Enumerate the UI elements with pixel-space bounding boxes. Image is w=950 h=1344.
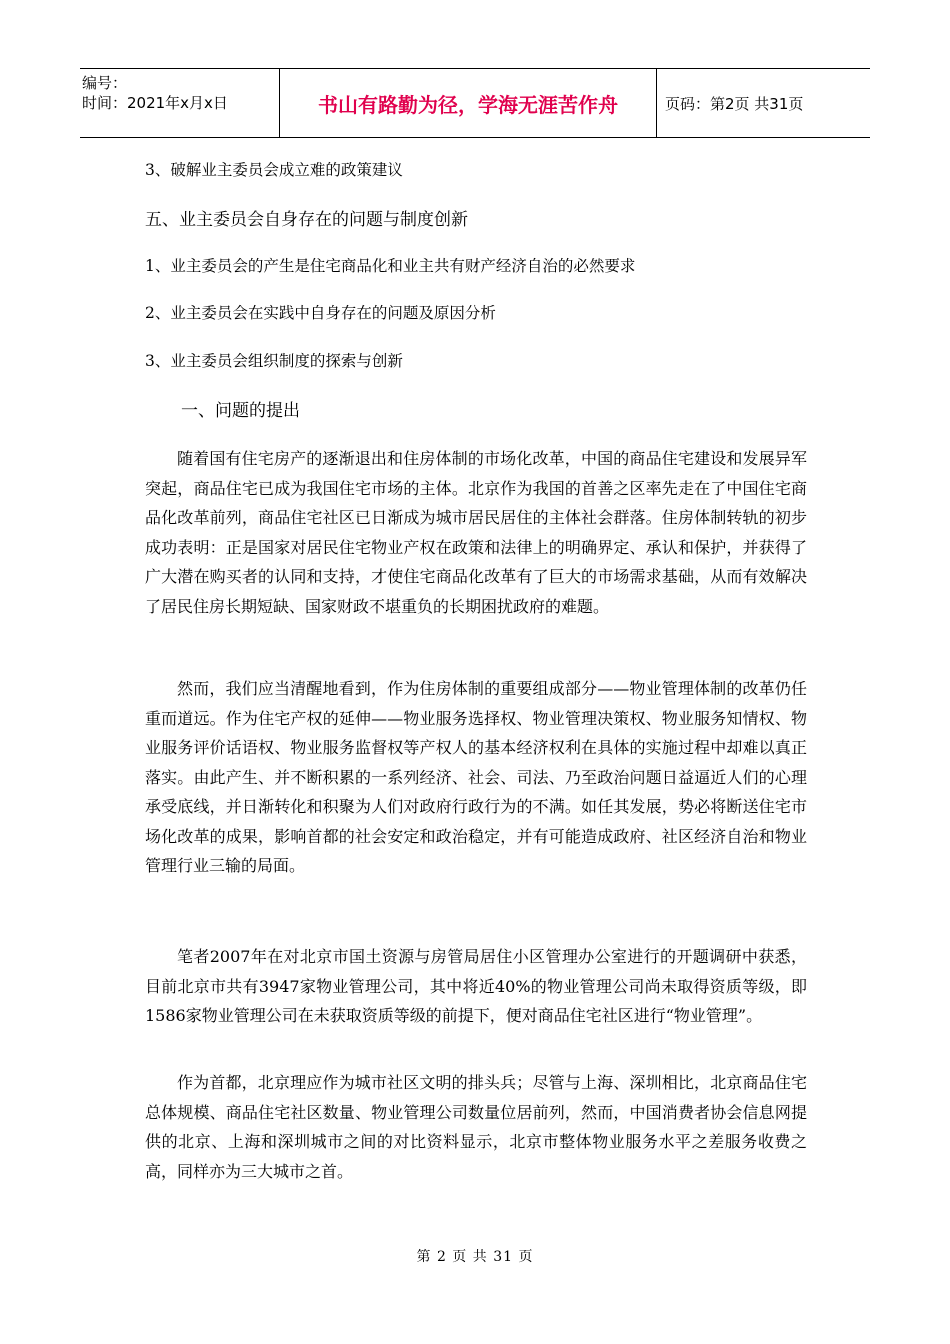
page-indicator: 页码：第2页 共31页 [665,94,804,113]
toc-item: 2、业主委员会在实践中自身存在的问题及原因分析 [145,304,496,322]
toc-item: 3、业主委员会组织制度的探索与创新 [145,352,403,370]
date-label: 时间：2021年x月x日 [82,94,228,112]
paragraph: 作为首都，北京理应作为城市社区文明的排头兵；尽管与上海、深圳相比，北京商品住宅总体规模、商品住宅社区数量、物业管理公司数量位居前列，然而，中国消费者协会信息网提供的北京、上海和深圳城市之间的对比资料显示，北京市整体物业服务水平之差服务收费之高，同样亦为三大城市之首。 [145,1073,807,1181]
number-label: 编号： [82,74,128,92]
toc-item: 1、业主委员会的产生是住宅商品化和业主共有财产经济自治的必然要求 [145,257,636,275]
toc-section-heading: 五、业主委员会自身存在的问题与制度创新 [145,210,468,230]
header-table [80,68,870,138]
paragraph: 随着国有住宅房产的逐渐退出和住房体制的市场化改革，中国的商品住宅建设和发展异军突起，商品住宅已成为我国住宅市场的主体。北京作为我国的首善之区率先走在了中国住宅商品化改革前列，商品住宅社区已日渐成为城市居民居住的主体社会群落。住房体制转轨的初步成功表明：正是国家对居民住宅物业产权在政策和法律上的明确界定、承认和保护，并获得了广大潜在购买者的认同和支持，才使住宅商品化改革有了巨大的市场需求基础，从而有效解决了居民住房长期短缺、国家财政不堪重负的长期困扰政府的难题。 [145,449,807,616]
page-footer: 第 2 页 共 31 页 [416,1249,534,1265]
paragraph: 笔者2007年在对北京市国土资源与房管局居住小区管理办公室进行的开题调研中获悉，目前北京市共有3947家物业管理公司，其中将近40%的物业管理公司尚未取得资质等级，即1586家物业管理公司在未获取资质等级的前提下，便对商品住宅社区进行“物业管理”。 [145,947,807,1025]
header-meta [80,69,280,137]
section-heading: 一、问题的提出 [181,401,300,421]
motto: 书山有路勤为径，学海无涯苦作舟 [280,69,657,137]
toc-item: 3、破解业主委员会成立难的政策建议 [145,161,403,179]
paragraph: 然而，我们应当清醒地看到，作为住房体制的重要组成部分——物业管理体制的改革仍任重而道远。作为住宅产权的延伸——物业服务选择权、物业管理决策权、物业服务知情权、物业服务评价话语权、物业服务监督权等产权人的基本经济权利在具体的实施过程中却难以真正落实。由此产生、并不断积累的一系列经济、社会、司法、乃至政治问题日益逼近人们的心理承受底线，并日渐转化和积聚为人们对政府行政行为的不满。如任其发展，势必将断送住宅市场化改革的成果，影响首都的社会安定和政治稳定，并有可能造成政府、社区经济自治和物业管理行业三输的局面。 [145,679,807,875]
